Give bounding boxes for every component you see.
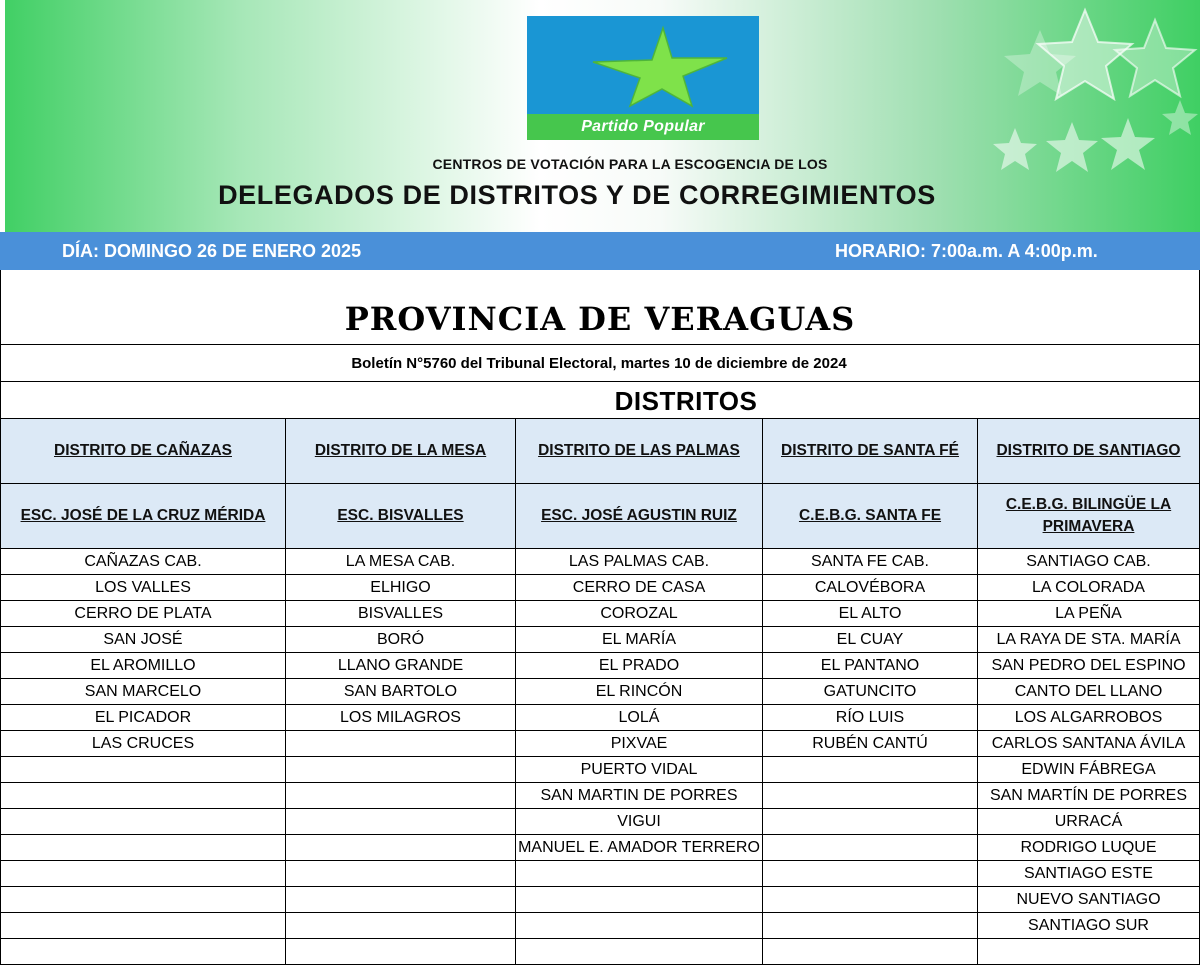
table-cell: URRACÁ — [978, 809, 1200, 835]
table-cell — [286, 783, 516, 809]
table-cell: EDWIN FÁBREGA — [978, 757, 1200, 783]
table-cell: NUEVO SANTIAGO — [978, 887, 1200, 913]
table-row — [1, 913, 1200, 939]
table-cell: CARLOS SANTANA ÁVILA — [978, 731, 1200, 757]
decorative-star-icon — [1115, 20, 1195, 96]
table-row — [1, 653, 1200, 679]
header-subtitle: CENTROS DE VOTACIÓN PARA LA ESCOGENCIA DE LOS — [432, 156, 828, 172]
table-cell — [286, 861, 516, 887]
election-day: DÍA: DOMINGO 26 DE ENERO 2025 — [62, 241, 362, 261]
table-cell: VIGUI — [516, 809, 763, 835]
table-cell: ELHIGO — [286, 575, 516, 601]
table-cell — [1, 783, 286, 809]
table-row — [1, 705, 1200, 731]
table-cell — [763, 757, 978, 783]
district-header: DISTRITO DE CAÑAZAS — [1, 419, 286, 484]
school-header: ESC. JOSÉ AGUSTIN RUIZ — [516, 484, 763, 549]
star-icon — [593, 28, 727, 106]
table-cell: LAS PALMAS CAB. — [516, 549, 763, 575]
table-cell — [1, 887, 286, 913]
table-cell: LA COLORADA — [978, 575, 1200, 601]
table-cell: RODRIGO LUQUE — [978, 835, 1200, 861]
table-cell: SANTA FE CAB. — [763, 549, 978, 575]
table-cell: LOS ALGARROBOS — [978, 705, 1200, 731]
table-cell — [286, 887, 516, 913]
table-body — [1, 549, 1200, 965]
table-row — [1, 731, 1200, 757]
table-cell: SAN BARTOLO — [286, 679, 516, 705]
boletin-text: Boletín N°5760 del Tribunal Electoral, martes 10 de diciembre de 2024 — [351, 355, 847, 372]
school-header: ESC. JOSÉ DE LA CRUZ MÉRIDA — [1, 484, 286, 549]
table-cell: SANTIAGO ESTE — [978, 861, 1200, 887]
table-cell — [1, 913, 286, 939]
table-cell: LOS MILAGROS — [286, 705, 516, 731]
table-cell — [286, 757, 516, 783]
table-cell — [516, 861, 763, 887]
table-cell: LA PEÑA — [978, 601, 1200, 627]
school-header: C.E.B.G. BILINGÜE LA PRIMAVERA — [978, 484, 1200, 549]
table-cell: PIXVAE — [516, 731, 763, 757]
table-cell — [763, 913, 978, 939]
table-row — [1, 679, 1200, 705]
table-cell: EL PICADOR — [1, 705, 286, 731]
table-cell: EL PANTANO — [763, 653, 978, 679]
party-logo — [527, 16, 759, 140]
school-header-row — [1, 484, 1200, 549]
table-cell — [286, 835, 516, 861]
school-header: ESC. BISVALLES — [286, 484, 516, 549]
section-row — [0, 382, 1200, 418]
table-cell — [1, 861, 286, 887]
table-cell: MANUEL E. AMADOR TERRERO — [516, 835, 763, 861]
table-cell: CALOVÉBORA — [763, 575, 978, 601]
table-row — [1, 809, 1200, 835]
district-header: DISTRITO DE SANTA FÉ — [763, 419, 978, 484]
table-row — [1, 887, 1200, 913]
table-row — [1, 835, 1200, 861]
table-row — [1, 757, 1200, 783]
table-cell: RÍO LUIS — [763, 705, 978, 731]
table-cell: EL PRADO — [516, 653, 763, 679]
header-banner — [0, 0, 1200, 232]
table-cell: LOS VALLES — [1, 575, 286, 601]
table-cell: BORÓ — [286, 627, 516, 653]
district-header: DISTRITO DE SANTIAGO — [978, 419, 1200, 484]
table-cell — [763, 835, 978, 861]
table-cell: CAÑAZAS CAB. — [1, 549, 286, 575]
info-bar — [0, 232, 1200, 270]
table-cell — [286, 913, 516, 939]
table-cell: BISVALLES — [286, 601, 516, 627]
table-cell: COROZAL — [516, 601, 763, 627]
table-cell — [516, 887, 763, 913]
decorative-star-icon — [1162, 100, 1198, 135]
table-cell: SAN PEDRO DEL ESPINO — [978, 653, 1200, 679]
table-cell: LAS CRUCES — [1, 731, 286, 757]
election-schedule: HORARIO: 7:00a.m. A 4:00p.m. — [835, 241, 1098, 261]
table-cell: RUBÉN CANTÚ — [763, 731, 978, 757]
district-header: DISTRITO DE LA MESA — [286, 419, 516, 484]
table-cell: EL MARÍA — [516, 627, 763, 653]
table-row — [1, 575, 1200, 601]
table-row — [1, 783, 1200, 809]
table-cell: LOLÁ — [516, 705, 763, 731]
province-row — [0, 270, 1200, 345]
section-title: DISTRITOS — [614, 386, 758, 416]
table-cell: LA RAYA DE STA. MARÍA — [978, 627, 1200, 653]
table-cell: CERRO DE PLATA — [1, 601, 286, 627]
table-cell — [763, 861, 978, 887]
table-cell: PUERTO VIDAL — [516, 757, 763, 783]
table-row — [1, 601, 1200, 627]
table-cell: CERRO DE CASA — [516, 575, 763, 601]
province-title: PROVINCIA DE VERAGUAS — [344, 300, 856, 338]
logo-label: Partido Popular — [527, 114, 759, 140]
table-cell: GATUNCITO — [763, 679, 978, 705]
table-cell: EL RINCÓN — [516, 679, 763, 705]
voting-centers-table — [0, 418, 1200, 965]
district-header: DISTRITO DE LAS PALMAS — [516, 419, 763, 484]
table-cell: EL AROMILLO — [1, 653, 286, 679]
table-row — [1, 861, 1200, 887]
table-cell — [763, 783, 978, 809]
table-row — [1, 549, 1200, 575]
table-cell: SAN MARCELO — [1, 679, 286, 705]
table-cell: LA MESA CAB. — [286, 549, 516, 575]
table-cell — [763, 887, 978, 913]
table-cell: EL ALTO — [763, 601, 978, 627]
table-cell: EL CUAY — [763, 627, 978, 653]
table-cell — [763, 809, 978, 835]
table-cell: SAN JOSÉ — [1, 627, 286, 653]
school-header: C.E.B.G. SANTA FE — [763, 484, 978, 549]
table-cell: SANTIAGO CAB. — [978, 549, 1200, 575]
table-cell: SANTIAGO SUR — [978, 913, 1200, 939]
table-cell — [516, 913, 763, 939]
table-cell — [1, 757, 286, 783]
boletin-row — [0, 345, 1200, 382]
table-cell — [1, 835, 286, 861]
table-cell — [1, 809, 286, 835]
table-cell — [286, 809, 516, 835]
table-row — [1, 627, 1200, 653]
table-cell: SAN MARTÍN DE PORRES — [978, 783, 1200, 809]
table-cell — [286, 731, 516, 757]
table-cell: LLANO GRANDE — [286, 653, 516, 679]
table-cell: SAN MARTIN DE PORRES — [516, 783, 763, 809]
table-cell: CANTO DEL LLANO — [978, 679, 1200, 705]
header-title: DELEGADOS DE DISTRITOS Y DE CORREGIMIENTOS — [218, 180, 936, 210]
district-header-row — [1, 419, 1200, 484]
